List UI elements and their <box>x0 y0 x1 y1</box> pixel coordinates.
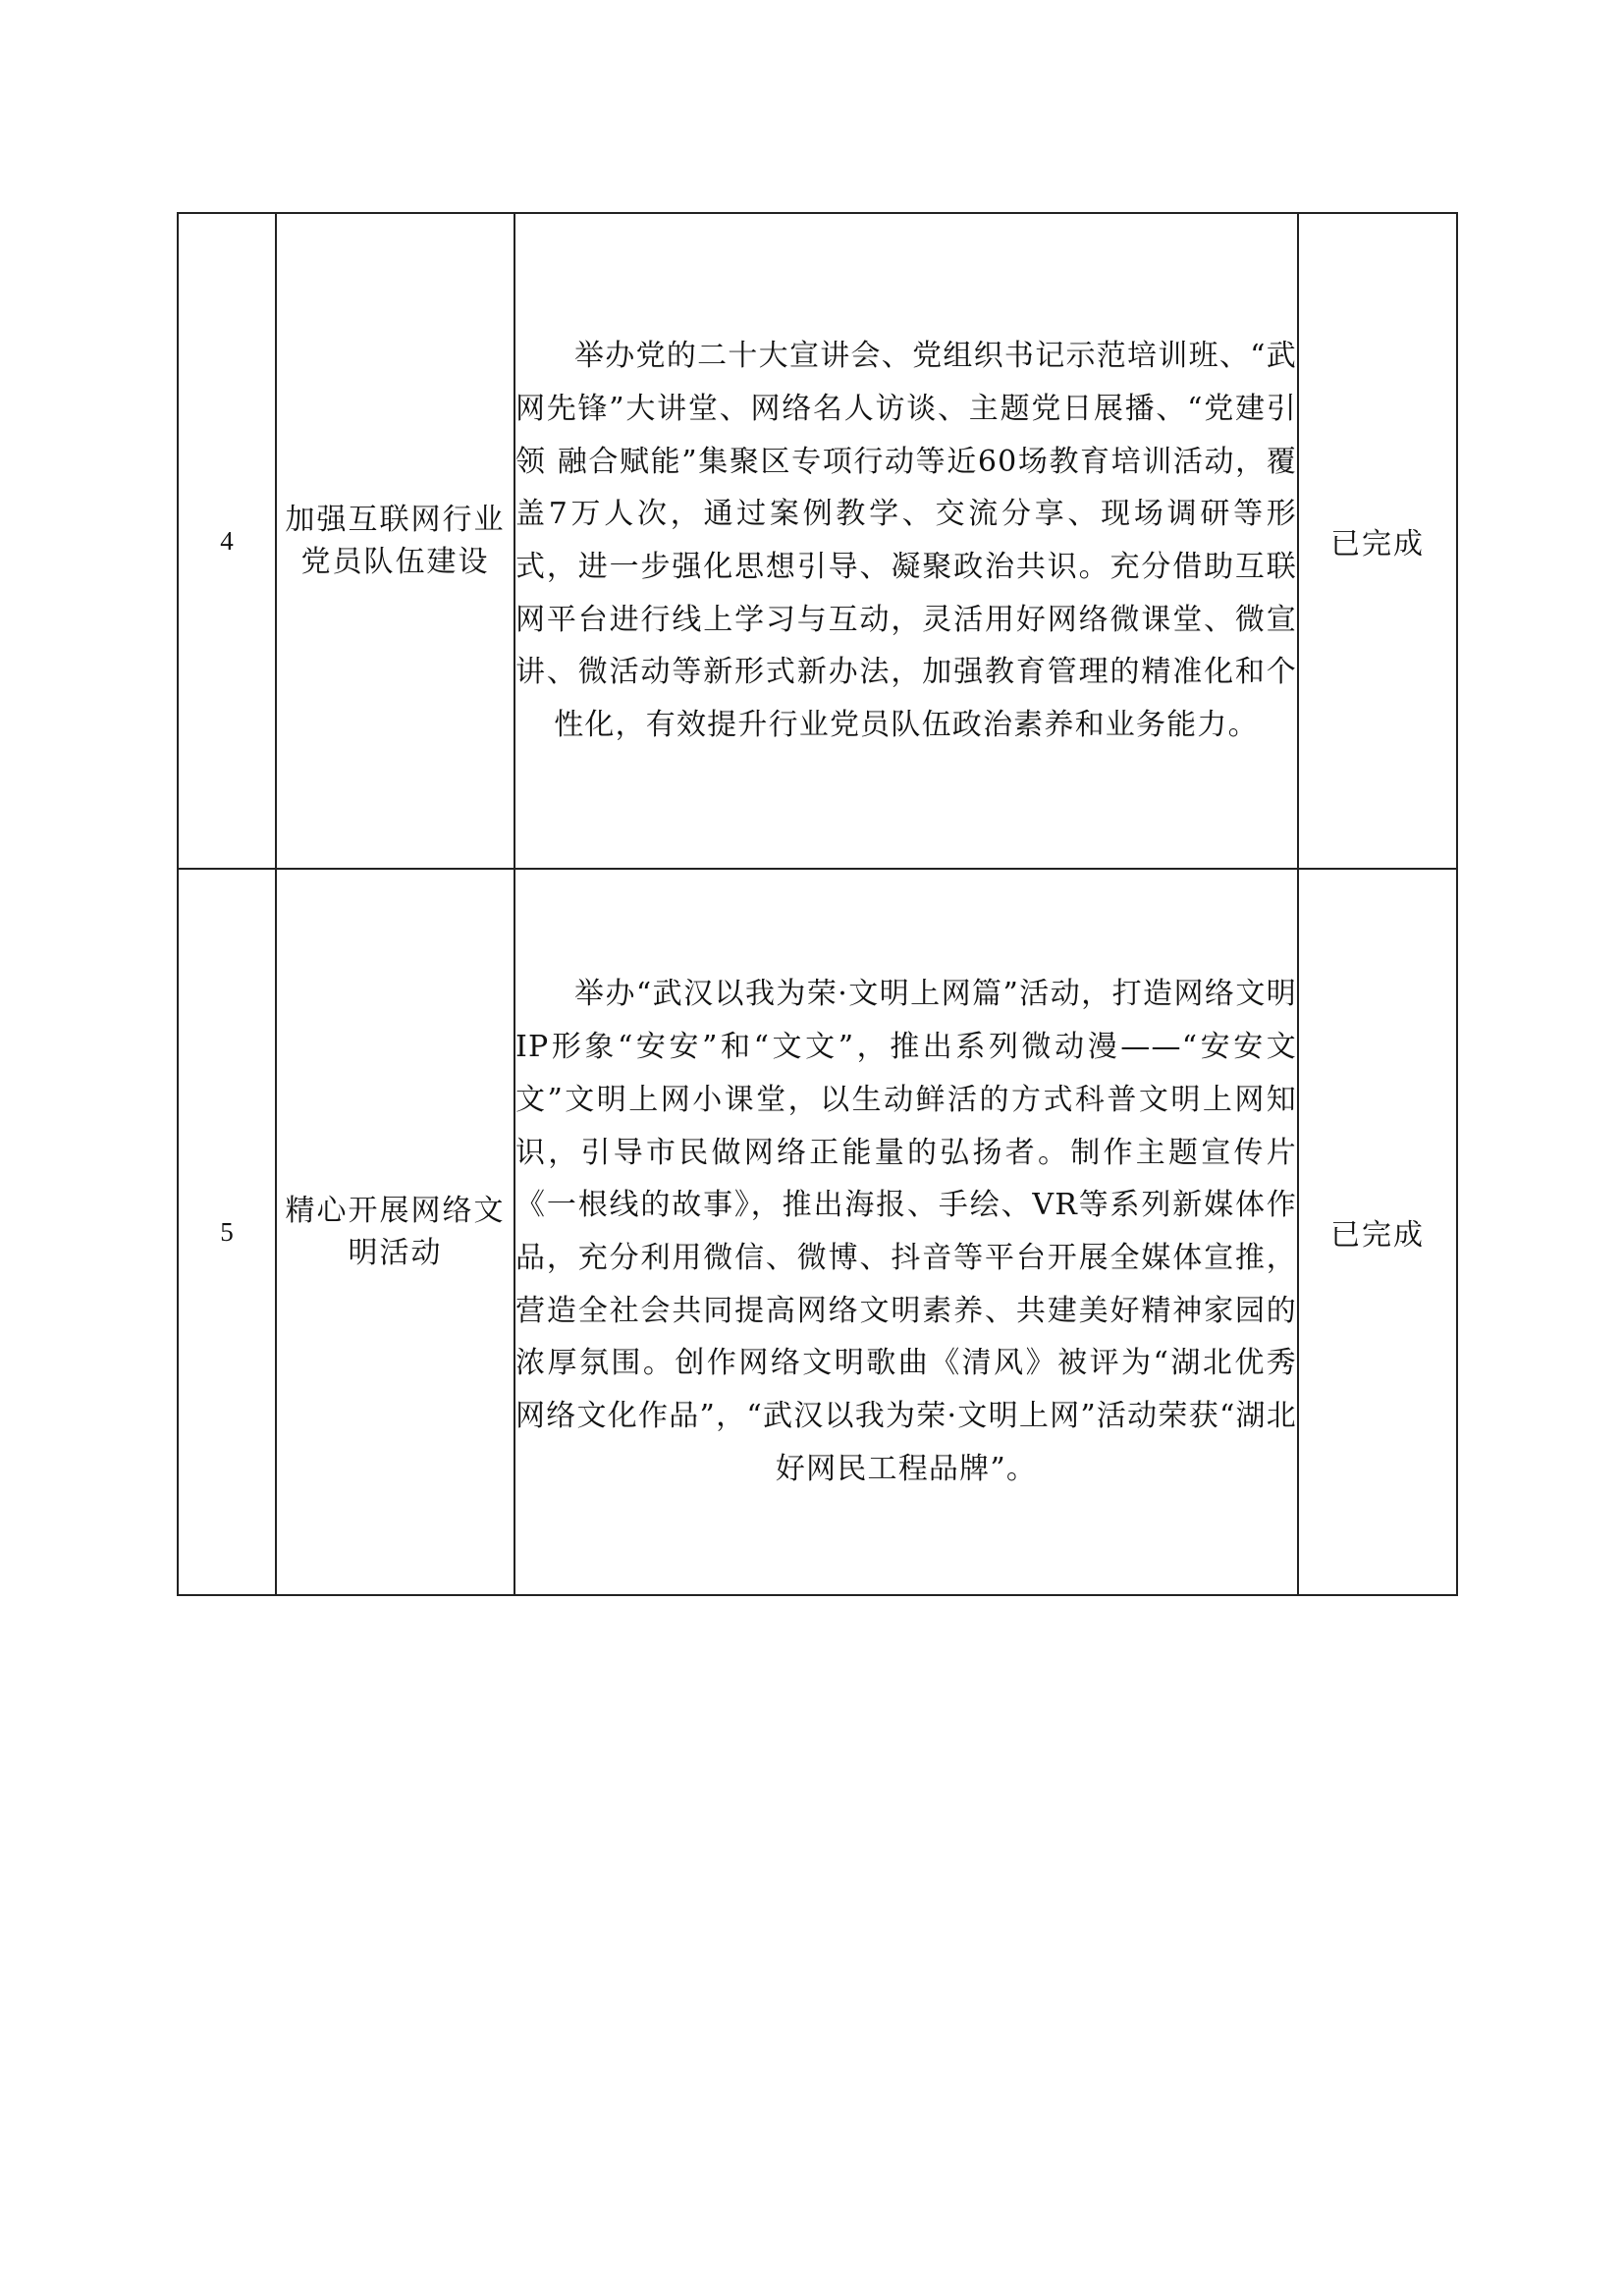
task-detail: 举办党的二十大宣讲会、党组织书记示范培训班、“武网先锋”大讲堂、网络名人访谈、主题党日展播、“党建引领 融合赋能”集聚区专项行动等近60场教育培训活动，覆盖7万人次，通过案例教学、交流分享、现场调研等形式，进一步强化思想引导、凝聚政治共识。充分借助互联网平台进行线上学习与互动，灵活用好网络微课堂、微宣讲、微活动等新形式新办法，加强教育管理的精准化和个性化，有效提升行业党员队伍政治素养和业务能力。 <box>515 339 1297 743</box>
task-name: 精心开展网络文明活动 <box>276 869 514 1595</box>
row-number: 4 <box>178 213 276 869</box>
task-detail: 举办“武汉以我为荣·文明上网篇”活动，打造网络文明IP形象“安安”和“文文”，推出系列微动漫——“安安文文”文明上网小课堂，以生动鲜活的方式科普文明上网知识，引导市民做网络正能量的弘扬者。制作主题宣传片《一根线的故事》，推出海报、手绘、VR等系列新媒体作品，充分利用微信、微博、抖音等平台开展全媒体宣推，营造全社会共同提高网络文明素养、共建美好精神家园的浓厚氛围。创作网络文明歌曲《清风》被评为“湖北优秀网络文化作品”，“武汉以我为荣·文明上网”活动荣获“湖北好网民工程品牌”。 <box>515 977 1297 1486</box>
task-detail-cell <box>514 869 1298 1595</box>
table-row <box>178 213 1457 869</box>
task-name: 加强互联网行业党员队伍建设 <box>276 213 514 869</box>
status-text: 已完成 <box>1298 213 1457 869</box>
status-text: 已完成 <box>1298 869 1457 1595</box>
row-number: 5 <box>178 869 276 1595</box>
task-detail-cell <box>514 213 1298 869</box>
task-table <box>177 212 1458 1596</box>
table-row <box>178 869 1457 1595</box>
